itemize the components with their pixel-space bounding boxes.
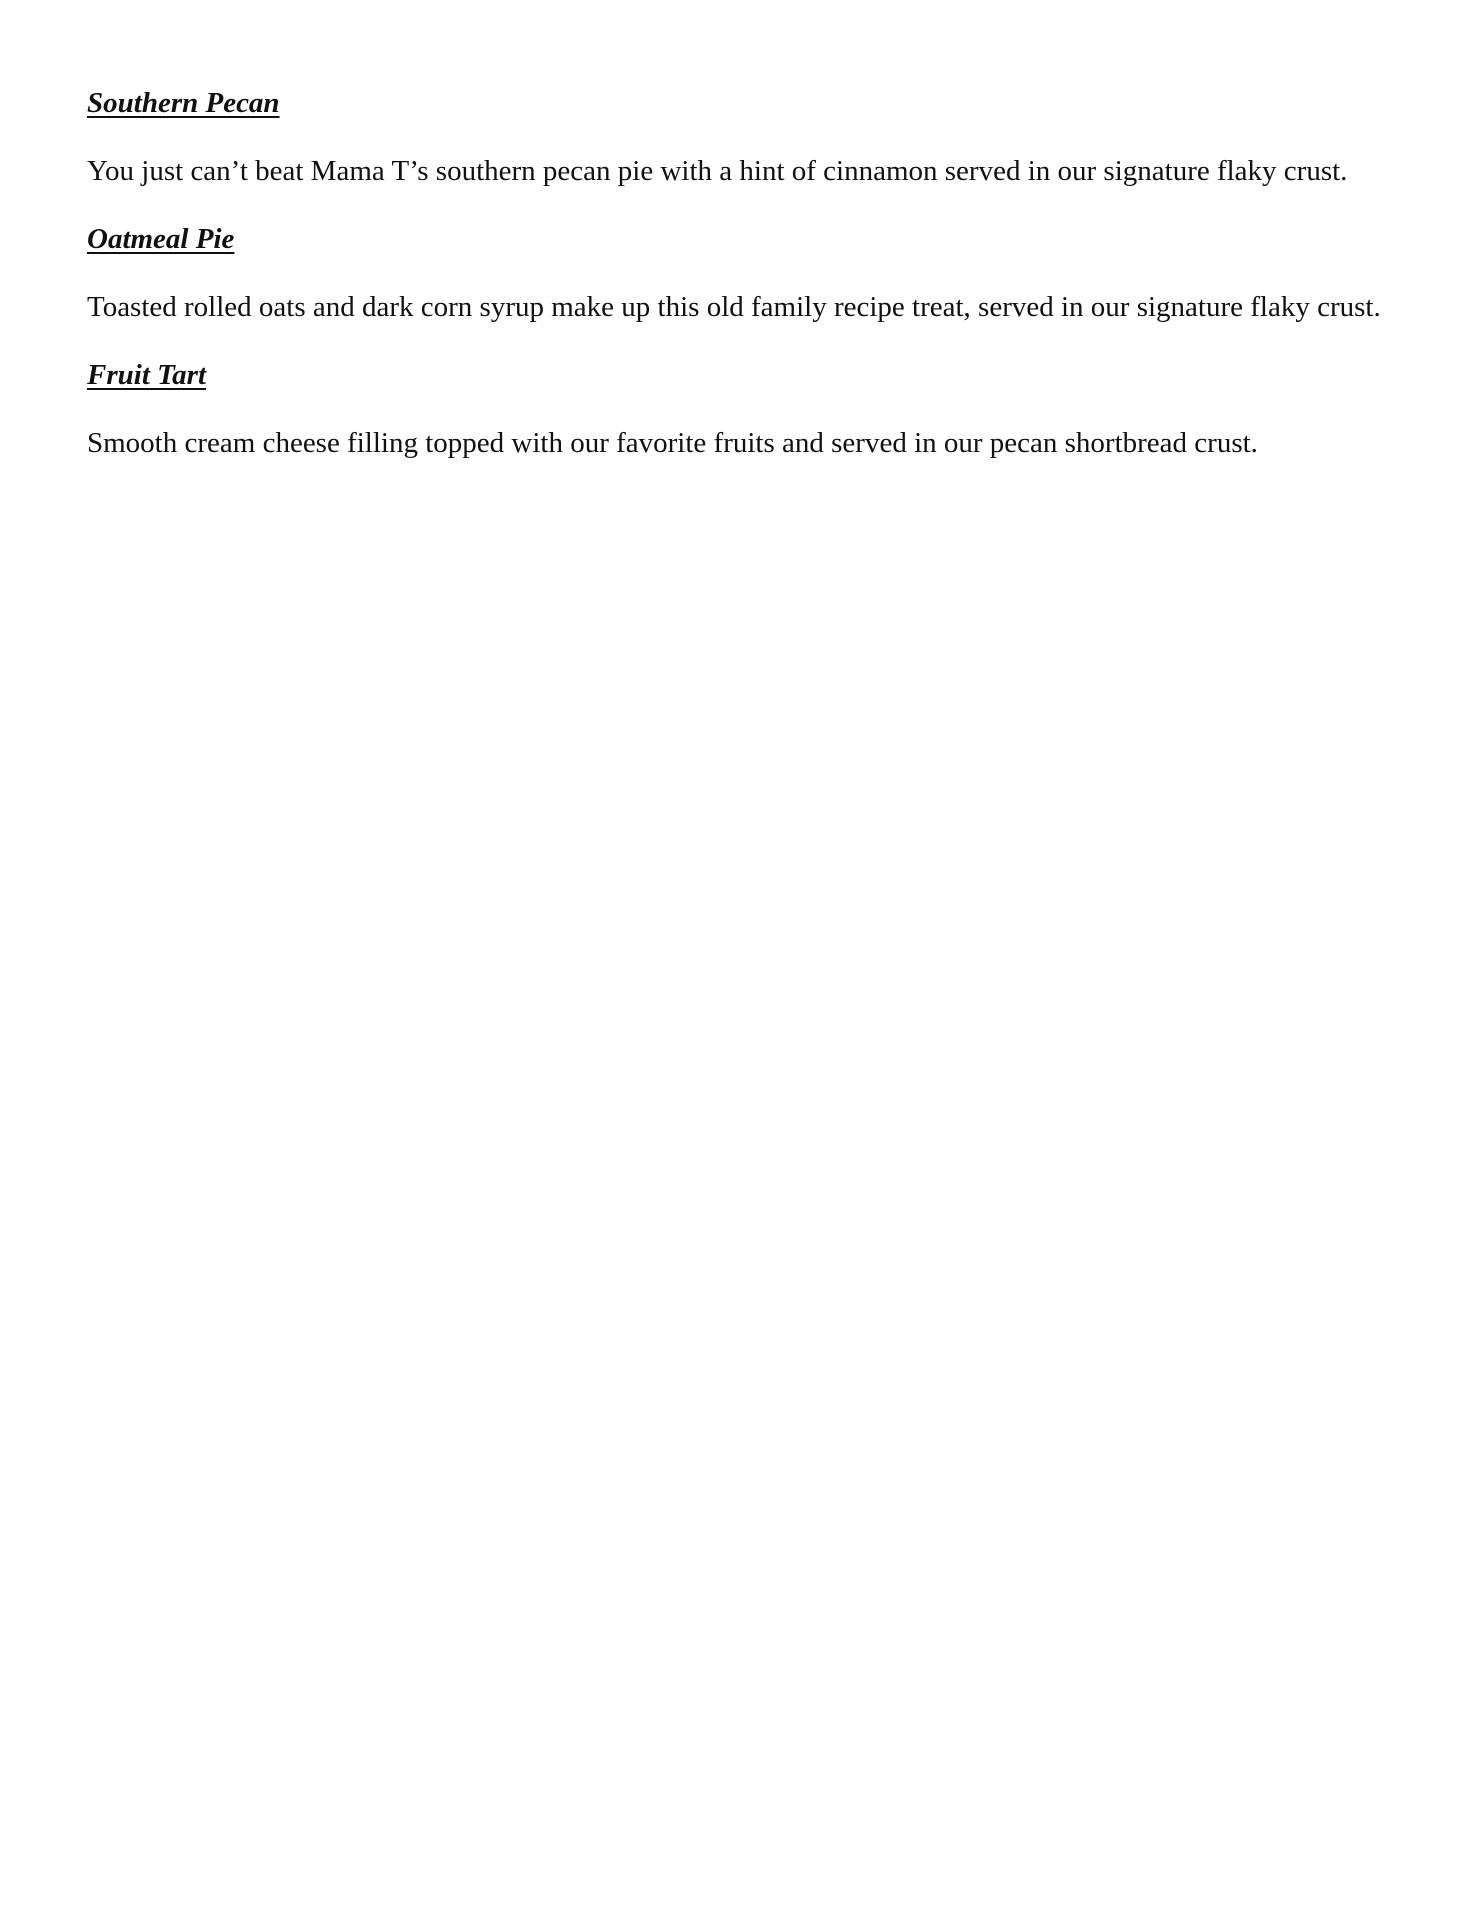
menu-item-description: Smooth cream cheese filling topped with our favorite fruits and served in our pecan shortbread crust. bbox=[87, 427, 1258, 459]
menu-item-fruit-tart bbox=[87, 356, 1427, 462]
menu-item-description: Toasted rolled oats and dark corn syrup make up this old family recipe treat, served in our signature flaky crust. bbox=[87, 291, 1381, 323]
document-page bbox=[87, 84, 1427, 492]
menu-item-southern-pecan bbox=[87, 84, 1427, 190]
menu-item-description: You just can’t beat Mama T’s southern pecan pie with a hint of cinnamon served in our signature flaky crust. bbox=[87, 155, 1348, 187]
menu-item-heading: Oatmeal Pie bbox=[87, 223, 235, 255]
menu-item-heading: Southern Pecan bbox=[87, 87, 280, 119]
menu-item-heading: Fruit Tart bbox=[87, 359, 207, 391]
menu-item-oatmeal-pie bbox=[87, 220, 1427, 326]
